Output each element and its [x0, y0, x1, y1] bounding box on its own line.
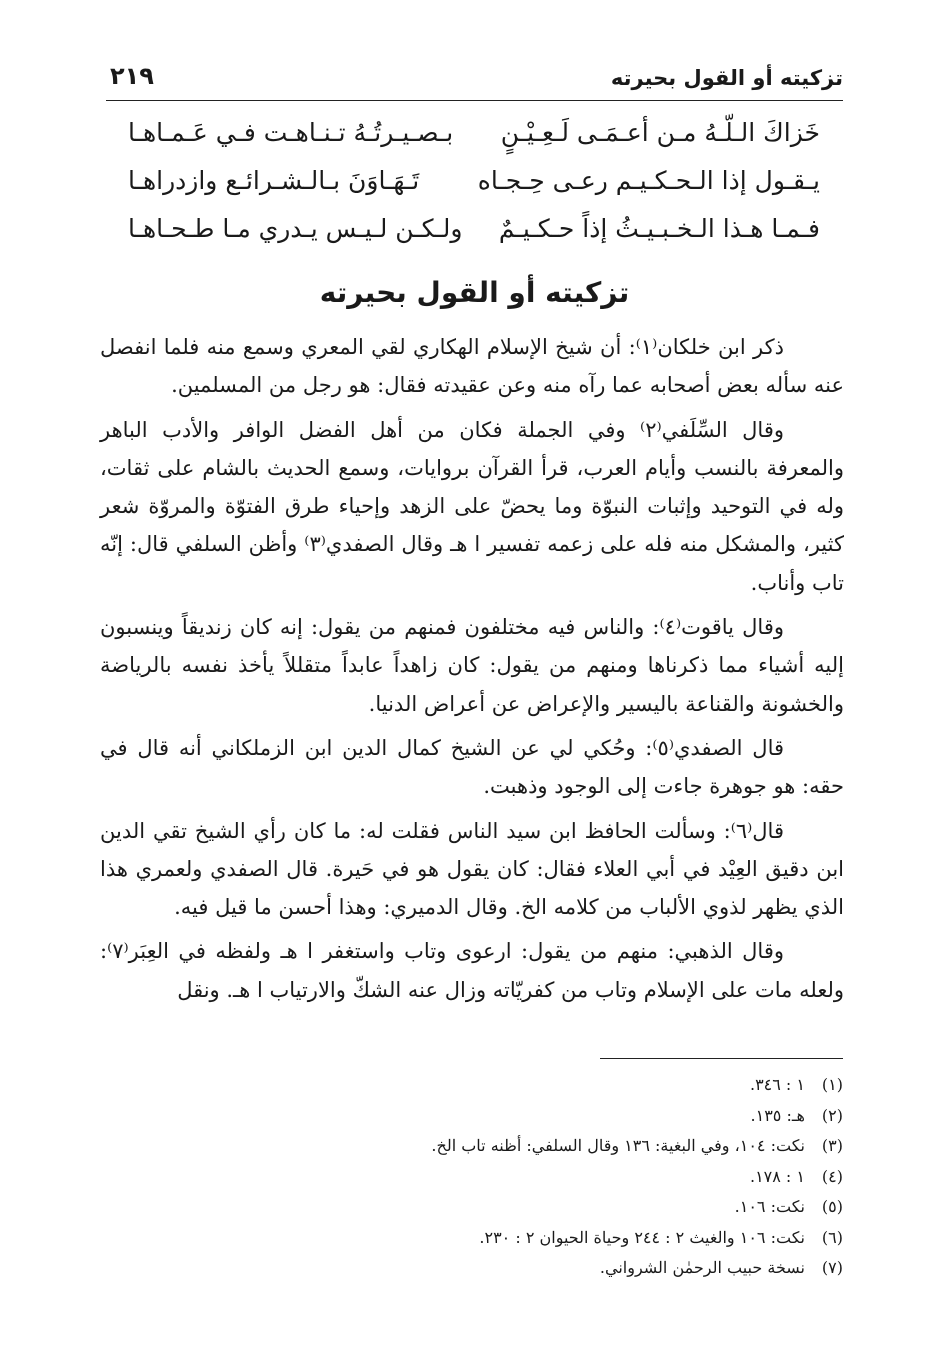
- poem-verse: [128, 214, 820, 262]
- verse-second-hemistich: بـصـيـرتُـهُ تـنـاهـت فـي عَـمـاهـا: [128, 118, 454, 147]
- footnote-number: (٦): [821, 1227, 843, 1247]
- footnote: [300, 1162, 843, 1193]
- footnote-number: (٢): [821, 1105, 843, 1125]
- verse-first-hemistich: فـمـا هـذا الـخـبـيـثُ إذاً حـكـيـمٌ: [498, 214, 820, 243]
- footnote: [300, 1223, 843, 1254]
- verse-second-hemistich: تَـهَـاوَنَ بـالـشـرائـع وازدراهـا: [128, 166, 420, 195]
- running-title: تزكيته أو القول بحيرته: [610, 66, 843, 90]
- section-heading: تزكيته أو القول بحيرته: [319, 276, 630, 309]
- footnote-text: نكت: ١٠٦.: [734, 1197, 805, 1216]
- verse-first-hemistich: يـقـول إذا الـحـكـيـم رعـى حِـجـاه: [477, 166, 820, 195]
- paragraph: وقال ياقوت⁽٤⁾: والناس فيه مختلفون فمنهم من يقول: إنه كان زنديقاً وينسبون إليه أشياء مما ذكرناها ومنهم من يقول: كان زاهداً عابداً متقللاً يأخذ نفسه بالرياضة والخشونة والقناعة باليسير والإعراض عن أعراض الدنيا.: [100, 615, 844, 716]
- footnote-text: نسخة حبيب الرحمٰن الشرواني.: [599, 1258, 805, 1277]
- page-number: ٢١٩: [110, 62, 154, 90]
- footnote-number: (٣): [821, 1136, 843, 1155]
- verse-first-hemistich: خَزاكَ الـلّـهُ مـن أعـمَـى لَـعِـيْـنٍ: [500, 118, 820, 147]
- paragraph: ذكر ابن خلكان⁽١⁾: أن شيخ الإسلام الهكاري لقي المعري وسمع منه فلما انفصل عنه سأله بعض أصحابه عما رآه منه وعن عقيدته فقال: هو رجل من المسلمين.: [100, 335, 844, 398]
- footnote: [300, 1101, 843, 1132]
- footnote: [300, 1070, 843, 1101]
- footnote: [300, 1253, 843, 1284]
- footnote-text: ١ : ١٧٨.: [749, 1166, 805, 1186]
- footnote-text: نكت: ١٠٦ والغيث ٢ : ٢٤٤ وحياة الحيوان ٢ : ٢٣٠.: [479, 1227, 805, 1247]
- footnote-number: (٥): [821, 1197, 843, 1216]
- footnote: [300, 1131, 843, 1162]
- verse-second-hemistich: ولـكـن لـيـس يـدري مـا طـحـاهـا: [128, 214, 463, 243]
- footnote-text: هـ: ١٣٥.: [750, 1105, 805, 1125]
- footnote-number: (٧): [821, 1258, 843, 1277]
- paragraph: وقال السِّلَفي⁽٢⁾ وفي الجملة فكان من أهل الفضل الوافر والأدب الباهر والمعرفة بالنسب وأيام العرب، قرأ القرآن بروايات، وسمع الحديث بالشام على ثقات، وله في التوحيد وإثبات النبوّة وما يحضّ على الزهد وإحياء طرق الفتوّة والمروّة شعر كثير، والمشكل منه فله على زعمه تفسير ا هـ وقال الصفدي⁽٣⁾ وأظن السلفي قال: إنّه تاب وأناب.: [100, 417, 844, 595]
- body-text: [100, 328, 844, 1015]
- paragraph: قال⁽٦⁾: وسألت الحافظ ابن سيد الناس فقلت له: ما كان رأي الشيخ تقي الدين ابن دقيق العِيْد في أبي العلاء فقال: كان يقول هو في حَيرة. قال الصفدي ولعمري هذا الذي يظهر لذوي الألباب من كلامه الخ. وقال الدميري: وهذا أحسن ما قيل فيه.: [100, 818, 844, 920]
- footnote: [300, 1192, 843, 1223]
- footnote-number: (٤): [821, 1166, 843, 1186]
- footnote-text: نكت: ١٠٤، وفي البغية: ١٣٦ وقال السلفي: أظنه تاب الخ.: [431, 1136, 805, 1155]
- page-header: [106, 60, 843, 101]
- paragraph: قال الصفدي⁽٥⁾: وحُكي لي عن الشيخ كمال الدين ابن الزملكاني أنه قال في حقه: هو جوهرة جاءت إلى الوجود وذهبت.: [100, 735, 844, 799]
- paragraph: وقال الذهبي: منهم من يقول: ارعوى وتاب واستغفر ا هـ ولفظه في العِبَر⁽٧⁾: ولعله مات على الإسلام وتاب من كفريّاته وزال عنه الشكّ والارتياب ا هـ. ونقل: [100, 939, 844, 1002]
- poem-verse: [128, 166, 820, 214]
- footnote-separator: [600, 1058, 843, 1059]
- footnotes: [300, 1070, 843, 1284]
- poem: [128, 118, 820, 262]
- footnote-text: ١ : ٣٤٦.: [749, 1075, 805, 1094]
- footnote-number: (١): [821, 1075, 843, 1094]
- poem-verse: [128, 118, 820, 166]
